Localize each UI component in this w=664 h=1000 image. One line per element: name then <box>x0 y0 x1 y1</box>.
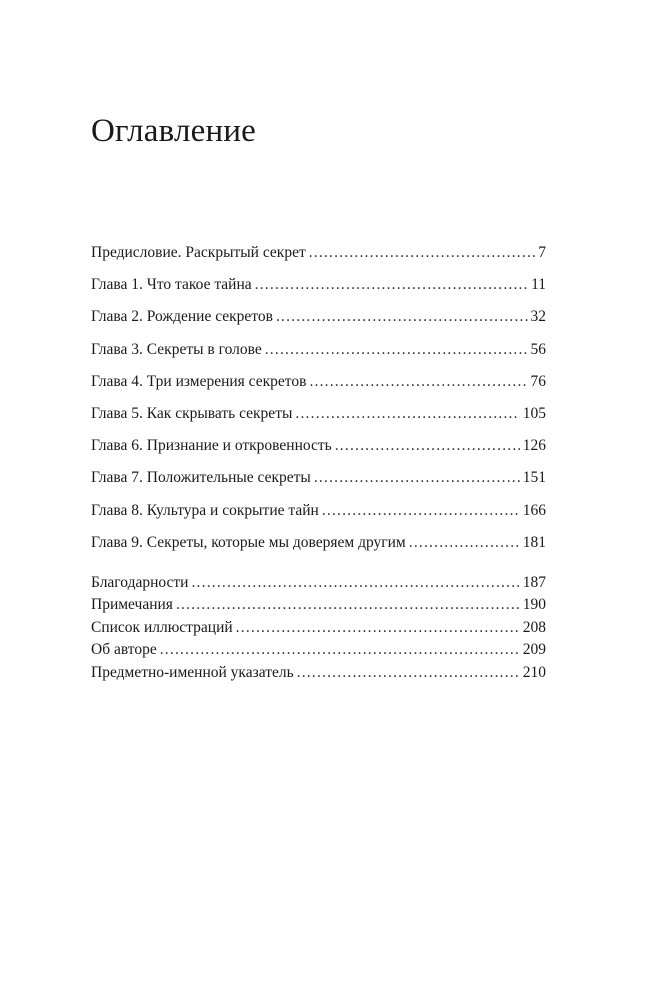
toc-entry-label: Глава 5. Как скрывать секреты <box>91 404 293 422</box>
toc-entry-page: 32 <box>530 308 546 326</box>
toc-entry[interactable] <box>91 306 546 338</box>
toc-entry-page: 190 <box>522 596 546 614</box>
toc-entry-page: 56 <box>530 340 546 358</box>
dot-leader <box>335 435 520 457</box>
toc-entry-page: 7 <box>538 244 546 261</box>
toc-entry-label: Примечания <box>91 596 173 614</box>
toc-entry-label: Глава 9. Секреты, которые мы доверяем другим <box>91 533 406 551</box>
toc-entry-label: Глава 8. Культура и сокрытие тайн <box>91 501 319 519</box>
toc-entry-page: 187 <box>522 574 546 591</box>
dot-leader <box>236 617 520 639</box>
toc-entry-label: Глава 4. Три измерения секретов <box>91 372 307 390</box>
dot-leader <box>314 467 520 489</box>
toc-entry[interactable] <box>91 274 546 306</box>
back-matter-list <box>91 572 546 684</box>
toc-entry[interactable] <box>91 594 546 616</box>
toc-entry[interactable] <box>91 639 546 661</box>
toc-entry-page: 105 <box>522 404 546 422</box>
dot-leader <box>276 306 528 328</box>
toc-entry-page: 181 <box>522 533 546 551</box>
toc-entry[interactable] <box>91 242 546 274</box>
dot-leader <box>160 639 520 661</box>
toc-entry-page: 166 <box>522 501 546 519</box>
dot-leader <box>191 572 519 594</box>
toc-entry-label: Предметно-именной указатель <box>91 663 294 681</box>
toc-entry-page: 209 <box>522 641 546 659</box>
toc-entry[interactable] <box>91 435 546 467</box>
toc-entry-label: Предисловие. Раскрытый секрет <box>91 244 306 261</box>
toc-entry-label: Глава 6. Признание и откровенность <box>91 437 332 455</box>
dot-leader <box>409 532 520 554</box>
dot-leader <box>295 403 519 425</box>
toc-entry-label: Глава 7. Положительные секреты <box>91 469 311 487</box>
toc-entry[interactable] <box>91 617 546 639</box>
toc-entry-page: 208 <box>522 618 546 636</box>
chapter-list <box>91 242 546 564</box>
toc-entry-label: Список иллюстраций <box>91 618 233 636</box>
dot-leader <box>309 242 536 264</box>
dot-leader <box>176 594 520 616</box>
toc-entry[interactable] <box>91 403 546 435</box>
page-title: Оглавление <box>91 113 257 149</box>
dot-leader <box>322 500 520 522</box>
toc-entry-page: 76 <box>530 372 546 390</box>
toc-entry-page: 210 <box>522 663 546 681</box>
toc-entry[interactable] <box>91 500 546 532</box>
toc-entry[interactable] <box>91 371 546 403</box>
toc-entry-page: 11 <box>531 276 546 294</box>
toc-entry[interactable] <box>91 467 546 499</box>
toc-entry-label: Глава 2. Рождение секретов <box>91 308 273 326</box>
toc-entry-label: Глава 1. Что такое тайна <box>91 276 252 294</box>
toc-entry-label: Об авторе <box>91 641 157 659</box>
toc-entry-label: Глава 3. Секреты в голове <box>91 340 262 358</box>
toc-entry-label: Благодарности <box>91 574 189 591</box>
toc-entry[interactable] <box>91 662 546 684</box>
dot-leader <box>297 662 520 684</box>
toc-entry[interactable] <box>91 572 546 594</box>
toc-entry-page: 126 <box>522 437 546 455</box>
dot-leader <box>265 339 528 361</box>
toc-entry[interactable] <box>91 532 546 564</box>
dot-leader <box>255 274 528 296</box>
dot-leader <box>309 371 527 393</box>
toc-entry[interactable] <box>91 339 546 371</box>
toc-entry-page: 151 <box>522 469 546 487</box>
